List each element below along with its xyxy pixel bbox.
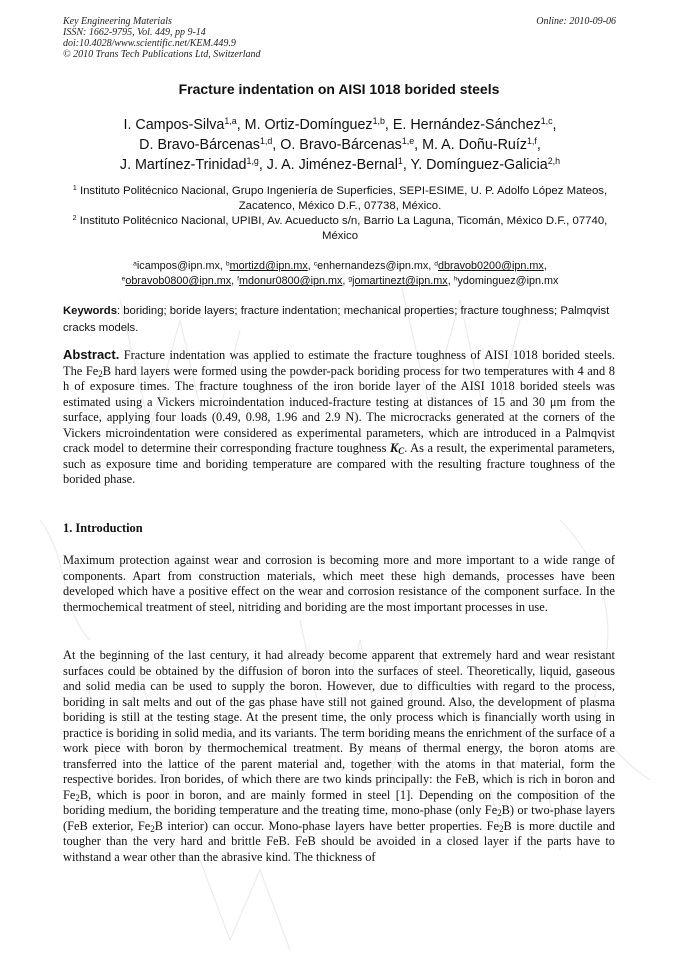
author (139, 137, 280, 153)
intro-text: At the beginning of the last century, it had already become apparent that extremely hard and wear resistant surfaces could be obtained by the diffusion of boron into the surfaces of steel. Theoretically, liquid, gaseous and solid media can be used to supply the boron. However, due to difficulties with regard to the process, boriding in salt melts and out of the gas phase have still not gained ground. Also, the development of plasma boriding is still at the testing stage. At the present time, the only process which is financially worth using in practice is boriding in solid media, and its variants. The term boriding means the enrichment of the surface of a work piece with boron by thermochemical treatment. By means of thermal energy, the boron atoms are transferred into the lattice of the parent material and, together with the atoms in that material, form the respective borides. Iron borides, of which there are two kinds principally: the FeB, which is rich in boron and Fe (63, 648, 615, 802)
author (123, 117, 244, 133)
affiliation-list (64, 184, 616, 244)
email-mark: e (121, 275, 126, 283)
author-name: M. A. Doñu-Ruíz (422, 137, 527, 153)
author-name: J. Martínez-Trinidad (119, 157, 247, 173)
intro-text: B interior) can occur. Mono-phase layers have better properties. Fe (154, 818, 500, 833)
email (122, 275, 238, 287)
email-list (60, 259, 620, 289)
author (280, 137, 422, 153)
author (411, 157, 561, 173)
email (133, 260, 226, 272)
affiliation-mark: 2 (72, 215, 77, 223)
journal-name: Key Engineering Materials (63, 16, 172, 27)
author-separator: , (272, 137, 281, 153)
email-separator: , (231, 275, 238, 287)
author-separator: , (384, 117, 393, 133)
affiliation (64, 184, 616, 214)
author-affiliation-mark: 1,d (259, 136, 273, 147)
abstract-text: Fracture indentation was applied to estimate the fracture toughness of AISI 1018 borided steels. The Fe (63, 348, 615, 378)
email-address: mortizd@ipn.mx (229, 260, 308, 272)
email-separator: , (342, 275, 349, 287)
keywords-block (63, 303, 617, 337)
email-address: dbravob0200@ipn.mx (438, 260, 544, 272)
intro-text: B, which is poor in boron, and are mainly formed in steel [1]. Depending on the composition of the boriding medium, the boriding temperature and the treating time, mono-phase (only Fe (63, 787, 615, 817)
author-name: J. A. Jiménez-Bernal (266, 157, 398, 173)
author-affiliation-mark: 1,f (526, 136, 537, 147)
author-list (60, 115, 620, 175)
keywords-text: : boriding; boride layers; fracture indentation; mechanical properties; fracture toughness; Palmqvist cracks models. (63, 305, 610, 334)
kc-base: K (389, 441, 399, 455)
author (422, 137, 541, 153)
email (226, 260, 314, 272)
email-mark: a (133, 260, 137, 268)
author-name: O. Bravo-Bárcenas (280, 137, 402, 153)
email (454, 275, 559, 287)
affiliation-mark: 1 (72, 185, 77, 193)
author (120, 157, 267, 173)
email-address: jomartinezt@ipn.mx (352, 275, 448, 287)
author-separator: , (536, 137, 541, 153)
author-name: I. Campos-Silva (123, 117, 225, 133)
email-separator: , (543, 260, 547, 272)
email-mark: b (225, 260, 230, 268)
email (434, 260, 547, 272)
affiliation-text: Instituto Politécnico Nacional, UPIBI, Av. Acueducto s/n, Barrio La Laguna, Ticomán, México D.F., 07740, México (79, 215, 608, 242)
intro-text: B) or two-phase layers (FeB exterior, Fe (63, 803, 616, 833)
subscript: 2 (75, 792, 80, 803)
intro-paragraph-2 (63, 648, 615, 865)
author-affiliation-mark: 1 (397, 156, 403, 167)
abstract-text: B hard layers were formed using the powder-pack boriding process for two temperatures with 4 and 8 h of exposure times. The fracture toughness of the iron boride layer of the AISI 1018 borided steels was estimated using a Vickers microindentation induced-fracture testing at distances of 15 and 30 μm from the surface, applying four loads (0.49, 0.98, 1.96 and 2.9 N). The microcracks generated at the corners of the Vickers microindentation were considered as experimental parameters, which are introduced in a Palmqvist crack model to determine their corresponding fracture toughness (63, 363, 615, 455)
subscript: 2 (497, 807, 502, 818)
author-separator: , (552, 117, 557, 133)
journal-doi: doi:10.4028/www.scientific.net/KEM.449.9 (63, 38, 236, 49)
subscript: 2 (98, 368, 103, 379)
author (267, 157, 411, 173)
author-affiliation-mark: 1,c (540, 116, 553, 127)
email (348, 275, 453, 287)
subscript: 2 (150, 823, 155, 834)
paper-title: Fracture indentation on AISI 1018 borided steels (178, 81, 500, 97)
kc-subscript: C (398, 445, 405, 456)
abstract-label: Abstract. (63, 347, 120, 362)
online-date: Online: 2010-09-06 (536, 16, 616, 27)
affiliation (64, 214, 616, 244)
email-mark: d (434, 260, 439, 268)
email-address: enhernandezs@ipn.mx (317, 260, 429, 272)
author-separator: , (236, 117, 245, 133)
section-heading-introduction: 1. Introduction (63, 521, 143, 535)
email-address: mdonur0800@ipn.mx (238, 275, 343, 287)
journal-issn: ISSN: 1662-9795, Vol. 449, pp 9-14 (63, 27, 206, 38)
author-name: E. Hernández-Sánchez (392, 117, 541, 133)
email-address: ydominguez@ipn.mx (457, 275, 559, 287)
author (245, 117, 393, 133)
kc-symbol (390, 441, 404, 455)
intro-paragraph-1: Maximum protection against wear and corrosion is becoming more and more important to a wide range of components. Apart from construction materials, which meet these high demands, processes have been developed which have a positive effect on the wear and corrosion resistance of the component surface. In the thermochemical treatment of steel, nitriding and boriding are the most important processes in use. (63, 553, 615, 614)
email-separator: , (428, 260, 435, 272)
email-mark: h (453, 275, 458, 283)
author-name: Y. Domínguez-Galicia (410, 157, 548, 173)
subscript: 2 (499, 823, 504, 834)
author-affiliation-mark: 1,a (224, 116, 237, 127)
affiliation-text: Instituto Politécnico Nacional, Grupo Ingeniería de Superficies, SEPI-ESIME, U. P. Adolfo López Mateos, Zacatenco, México D.F., 07738, México. (79, 185, 608, 212)
intro-text: B is more ductile and tougher than the very hard and brittle FeB. FeB should be avoided in a closed layer if the parts have to withstand a wear other than the abrasive kind. The thickness of (63, 818, 615, 864)
author-affiliation-mark: 1,e (401, 136, 415, 147)
abstract-text: . As a result, the experimental parameters, such as exposure time and boriding temperature are compared with the resulting fracture toughness of the borided phase. (63, 441, 615, 486)
email-separator: , (307, 260, 314, 272)
email-address: icampos@ipn.mx (136, 260, 220, 272)
journal-header (63, 16, 261, 60)
abstract-paragraph (63, 347, 615, 488)
author-separator: , (414, 137, 423, 153)
keywords-label: Keywords (63, 305, 117, 317)
journal-copyright: © 2010 Trans Tech Publications Ltd, Switzerland (63, 49, 261, 60)
author-affiliation-mark: 1,b (372, 116, 385, 127)
email (237, 275, 348, 287)
email-address: obravob0800@ipn.mx (125, 275, 232, 287)
email (314, 260, 435, 272)
email-separator: , (219, 260, 226, 272)
author-affiliation-mark: 2,h (547, 156, 561, 167)
author-separator: , (402, 157, 411, 173)
email-mark: g (348, 275, 353, 283)
author-separator: , (258, 157, 267, 173)
email-mark: f (237, 275, 239, 283)
author (393, 117, 557, 133)
email-mark: c (313, 260, 318, 268)
author-affiliation-mark: 1,g (246, 156, 259, 167)
author-name: M. Ortiz-Domínguez (244, 117, 373, 133)
author-name: D. Bravo-Bárcenas (139, 137, 260, 153)
email-separator: , (447, 275, 454, 287)
